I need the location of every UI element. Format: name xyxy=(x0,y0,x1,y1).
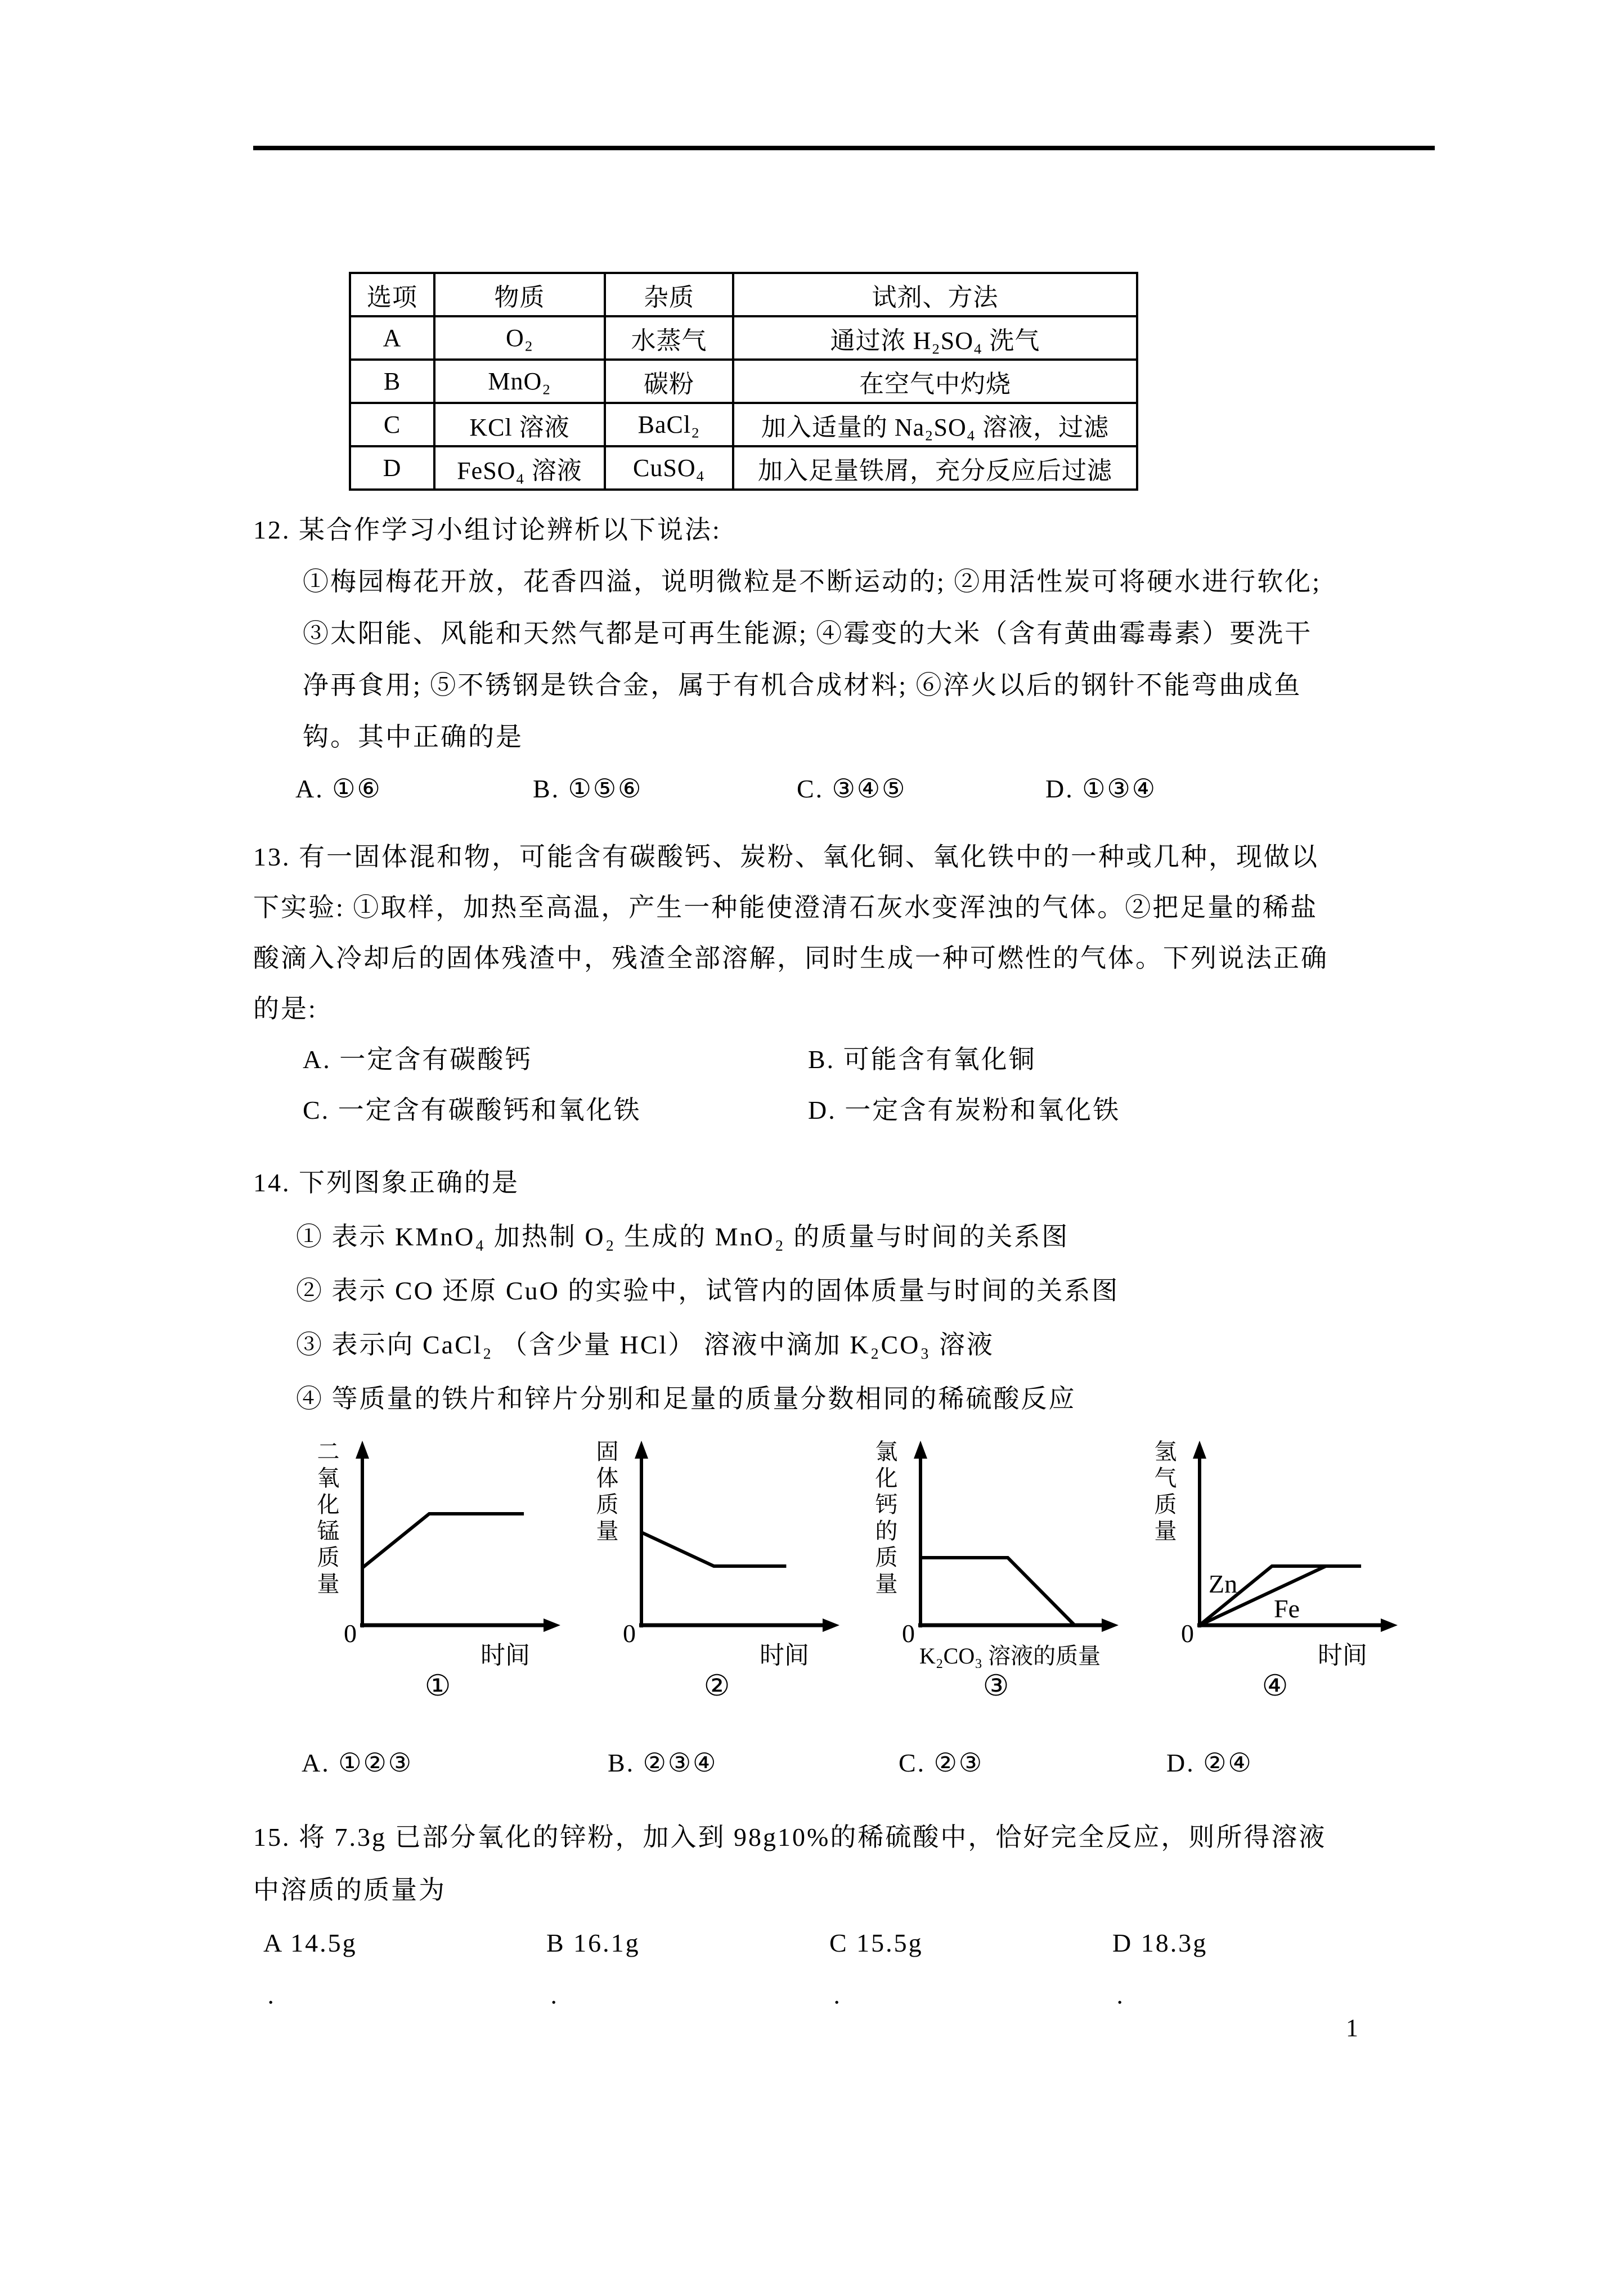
chart-4-caption: ④ xyxy=(1261,1670,1288,1702)
chart-2-y-axis-label: 固体质量 xyxy=(593,1440,618,1545)
table-row xyxy=(350,316,1137,360)
chart-1-plot xyxy=(336,1436,562,1668)
table-cell: FeSO₄ 溶液 xyxy=(434,446,605,490)
table-row xyxy=(350,360,1137,403)
table-row xyxy=(350,446,1137,490)
y-axis-arrow-icon xyxy=(1193,1441,1206,1459)
chart-mno2-mass-vs-time xyxy=(314,1436,562,1706)
chart-curve xyxy=(920,1558,1075,1625)
question-14-stem: 14. 下列图象正确的是 xyxy=(253,1168,519,1197)
table-cell: C xyxy=(350,403,434,446)
origin-zero-label: 0 xyxy=(902,1619,915,1648)
text-line: 下实验: ①取样，加热至高温，产生一种能使澄清石灰水变浑浊的气体。②把足量的稀盐 xyxy=(253,893,1318,922)
chart-3-plot xyxy=(895,1436,1120,1668)
table-header-cell: 物质 xyxy=(434,273,605,316)
table-cell: D xyxy=(350,446,434,490)
emphasis-dot: ． xyxy=(267,1983,290,2008)
statement-2: ② 表示 CO 还原 CuO 的实验中，试管内的固体质量与时间的关系图 xyxy=(296,1276,1120,1305)
origin-zero-label: 0 xyxy=(1181,1619,1194,1648)
option-b: B. 可能含有氧化铜 xyxy=(808,1045,1036,1074)
chart-3-caption: ③ xyxy=(982,1670,1009,1702)
chart-h2-mass-vs-time xyxy=(1151,1436,1399,1706)
x-axis-arrow-icon xyxy=(823,1618,839,1632)
charts-row xyxy=(314,1436,1438,1706)
option-c: C. ③④⑤ xyxy=(797,774,907,803)
chart-4-plot xyxy=(1174,1436,1399,1668)
table-cell: 加入足量铁屑，充分反应后过滤 xyxy=(733,446,1137,490)
option-a: A 14.5g xyxy=(263,1929,357,1957)
table-cell: 水蒸气 xyxy=(605,316,733,360)
table-cell: 在空气中灼烧 xyxy=(733,360,1137,403)
table-cell: A xyxy=(350,316,434,360)
table-cell: 通过浓 H₂SO₄ 洗气 xyxy=(733,316,1137,360)
option-c: C. 一定含有碳酸钙和氧化铁 xyxy=(303,1096,641,1124)
origin-zero-label: 0 xyxy=(344,1619,357,1648)
table-cell: 加入适量的 Na₂SO₄ 溶液，过滤 xyxy=(733,403,1137,446)
statement-1: ① 表示 KMnO₄ 加热制 O₂ 生成的 MnO₂ 的质量与时间的关系图 xyxy=(296,1222,1070,1251)
table-header-row xyxy=(350,273,1137,316)
option-c: C 15.5g xyxy=(829,1929,923,1957)
text-line: 的是: xyxy=(253,994,317,1023)
chart-2-plot xyxy=(616,1436,841,1668)
y-axis-arrow-icon xyxy=(635,1441,648,1459)
y-axis-arrow-icon xyxy=(356,1441,369,1459)
question-14-options xyxy=(302,1738,1438,1788)
table-header-cell: 选项 xyxy=(350,273,434,316)
x-axis-arrow-icon xyxy=(1381,1618,1398,1632)
table-cell: MnO₂ xyxy=(434,360,605,403)
emphasis-dots-row xyxy=(267,1970,1438,2023)
option-b: B 16.1g xyxy=(546,1929,640,1957)
x-axis-arrow-icon xyxy=(544,1618,560,1632)
chart-4-y-axis-label: 氢气质量 xyxy=(1151,1440,1177,1545)
chart-3-y-axis-label: 氯化钙的质量 xyxy=(872,1440,897,1598)
question-13 xyxy=(253,832,1438,1136)
table-header-cell: 试剂、方法 xyxy=(733,273,1137,316)
table-cell: KCl 溶液 xyxy=(434,403,605,446)
option-c: C. ②③ xyxy=(899,1748,984,1777)
table-header-cell: 杂质 xyxy=(605,273,733,316)
x-axis-label: 时间 xyxy=(760,1642,809,1668)
statement-3: ③ 表示向 CaCl₂ （含少量 HCl） 溶液中滴加 K₂CO₃ 溶液 xyxy=(296,1330,994,1359)
chart-2-caption: ② xyxy=(703,1670,730,1702)
table-cell: BaCl₂ xyxy=(605,403,733,446)
option-a: A. 一定含有碳酸钙 xyxy=(303,1045,533,1074)
question-13-options-row1 xyxy=(303,1034,1438,1085)
question-15-stem: 15. 将 7.3g 已部分氧化的锌粉，加入到 98g10%的稀硫酸中，恰好完全反应，则所得溶液 xyxy=(253,1823,1327,1851)
chart-curve xyxy=(641,1532,786,1566)
emphasis-dot: ． xyxy=(550,1983,573,2008)
question-12 xyxy=(253,504,1438,815)
header-rule xyxy=(253,146,1435,150)
option-d: D 18.3g xyxy=(1112,1929,1208,1957)
option-b: B. ①⑤⑥ xyxy=(533,774,643,803)
table-cell: CuSO₄ xyxy=(605,446,733,490)
emphasis-dot: ． xyxy=(833,1983,856,2008)
text-line: 钩。其中正确的是 xyxy=(303,723,523,751)
text-line: ③太阳能、风能和天然气都是可再生能源; ④霉变的大米（含有黄曲霉毒素）要洗干 xyxy=(303,619,1313,648)
x-axis-label: K₂CO₃ 溶液的质量 xyxy=(919,1643,1101,1668)
table-cell: O₂ xyxy=(434,316,605,360)
purification-methods-table xyxy=(349,272,1138,491)
x-axis-arrow-icon xyxy=(1102,1618,1119,1632)
option-d: D. ①③④ xyxy=(1045,774,1157,803)
option-d: D. ②④ xyxy=(1166,1748,1253,1777)
question-14 xyxy=(253,1156,1438,1788)
table-cell: 碳粉 xyxy=(605,360,733,403)
text-line: ①梅园梅花开放，花香四溢，说明微粒是不断运动的; ②用活性炭可将硬水进行软化; xyxy=(303,567,1322,596)
option-a: A. ①⑥ xyxy=(295,774,382,803)
page-content xyxy=(253,0,1438,2023)
y-axis-arrow-icon xyxy=(914,1441,927,1459)
chart-1-y-axis-label: 二氧化锰质量 xyxy=(314,1440,339,1598)
chart-solid-mass-vs-time xyxy=(593,1436,841,1706)
x-axis-label: 时间 xyxy=(1318,1642,1367,1668)
table-row xyxy=(350,403,1137,446)
question-13-options-row2 xyxy=(303,1085,1438,1136)
text-line: 中溶质的质量为 xyxy=(253,1876,446,1904)
text-line: 净再食用; ⑤不锈钢是铁合金，属于有机合成材料; ⑥淬火以后的钢针不能弯曲成鱼 xyxy=(303,671,1302,699)
x-axis-label: 时间 xyxy=(481,1642,530,1668)
question-15 xyxy=(253,1811,1438,2023)
question-12-stem: 12. 某合作学习小组讨论辨析以下说法: xyxy=(253,515,721,544)
text-line: 酸滴入冷却后的固体残渣中，残渣全部溶解，同时生成一种可燃性的气体。下列说法正确 xyxy=(253,944,1328,972)
question-15-options xyxy=(263,1917,1438,1970)
option-b: B. ②③④ xyxy=(608,1748,718,1777)
chart-curve xyxy=(362,1514,524,1568)
emphasis-dot: ． xyxy=(1116,1983,1139,2008)
series-label-zn: Zn xyxy=(1209,1569,1238,1598)
chart-1-caption: ① xyxy=(424,1670,451,1702)
question-13-stem: 13. 有一固体混和物，可能含有碳酸钙、炭粉、氧化铜、氧化铁中的一种或几种，现做以 xyxy=(253,842,1319,871)
chart-cacl2-mass-vs-k2co3 xyxy=(872,1436,1120,1706)
option-a: A. ①②③ xyxy=(302,1748,413,1777)
series-label-fe: Fe xyxy=(1274,1594,1300,1623)
origin-zero-label: 0 xyxy=(623,1619,636,1648)
statement-4: ④ 等质量的铁片和锌片分别和足量的质量分数相同的稀硫酸反应 xyxy=(296,1384,1076,1413)
page-number: 1 xyxy=(1346,2014,1358,2042)
option-d: D. 一定含有炭粉和氧化铁 xyxy=(808,1096,1121,1124)
question-12-options xyxy=(295,763,1438,815)
table-cell: B xyxy=(350,360,434,403)
